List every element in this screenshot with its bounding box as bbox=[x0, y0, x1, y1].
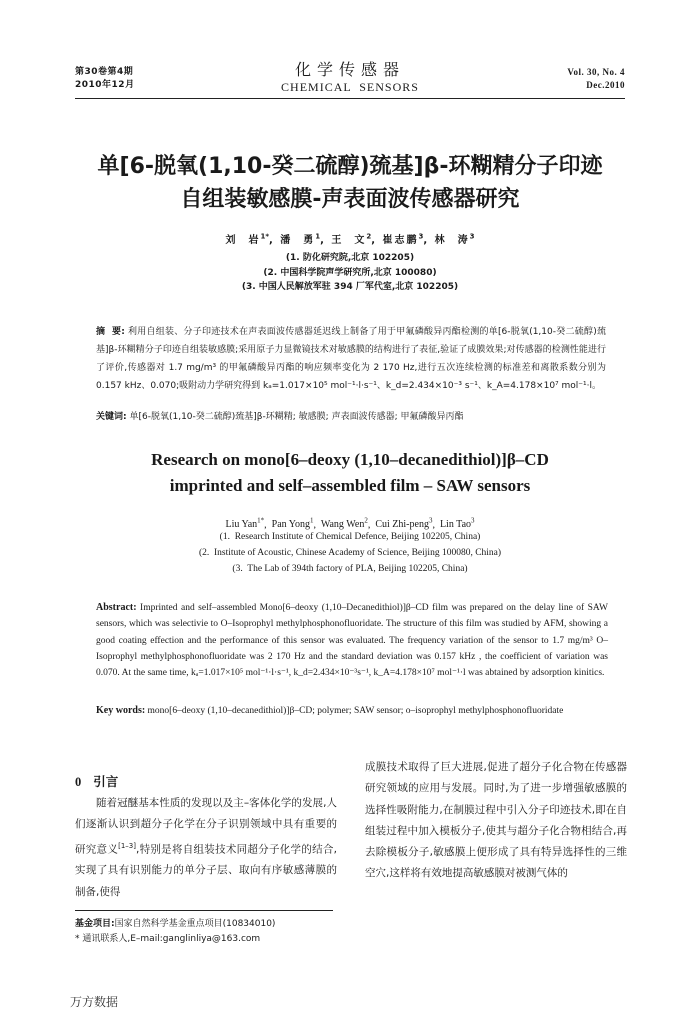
abstract-cn-text: 利用自组装、分子印迹技术在声表面波传感器延迟线上制备了用于甲氟磷酸异丙酯检测的单[6-脱氧(1,10-癸二硫醇)巯基]β-环糊精分子印迹自组装敏感膜;采用原子力显微镜技术对敏感膜的结构进行了表征,验证了成膜效果;对传感器的检测性能进行了评价,传感器对 1.7 mg/m³ 的甲氟磷酸异丙酯的响应频率变化为 2 170 Hz,进行五次连续检测的标准差和离散系数分别为 0.157 kHz、0.070;吸附动力学研究得到 kₐ=1.017×10⁵ mol⁻¹·l·s⁻¹、k_d=2.434×10⁻³ s⁻¹、k_A=4.178×10⁷ mol⁻¹·l。 bbox=[96, 327, 607, 391]
body-column-right bbox=[365, 757, 627, 885]
author-en: Wang Wen$^2$ bbox=[320, 517, 368, 531]
title-en-line-1: Research on mono[6–deoxy (1,10–decanedithiol)]β–CD bbox=[151, 450, 549, 469]
title-cn-line-2: 自组装敏感膜-声表面波传感器研究 bbox=[180, 187, 520, 212]
volume-en: Vol. 30, No. 4 bbox=[567, 67, 625, 77]
paragraph: 随着冠醚基本性质的发现以及主–客体化学的发展,人们逐渐认识到超分子化学在分子识别领域中具有重要的研究意义[1–3],特别是将自组装技术同超分子化学的结合,实现了具有识别能力的单分子层、取向有序敏感薄膜的制备,使得 bbox=[75, 797, 337, 898]
author-en: Lin Tao$^3$ bbox=[439, 517, 475, 531]
wanfang-watermark: 万方数据 bbox=[70, 995, 119, 1009]
author-cn: 潘 勇$^1$ bbox=[280, 232, 321, 246]
keywords-cn bbox=[96, 410, 606, 424]
title-cn-line-1: 单[6-脱氧(1,10-癸二硫醇)巯基]β-环糊精分子印迹 bbox=[97, 154, 603, 179]
affiliations-cn bbox=[60, 251, 640, 295]
author-cn: 王 文$^2$ bbox=[331, 232, 372, 246]
abstract-cn-label: 摘 要: bbox=[96, 327, 125, 337]
affiliation-en: (1. Research Institute of Chemical Defence, Beijing 102205, China) bbox=[219, 532, 481, 542]
affiliations-en bbox=[60, 529, 640, 577]
author-cn: 刘 岩$^{1*}$ bbox=[225, 232, 269, 246]
journal-name-en: CHEMICAL SENSORS bbox=[281, 80, 419, 94]
section-title: 引言 bbox=[93, 774, 119, 789]
affiliation-cn: (1. 防化研究院,北京 102205) bbox=[285, 253, 415, 263]
section-heading-introduction bbox=[75, 772, 118, 790]
date-cn: 2010年12月 bbox=[75, 80, 135, 90]
issue-info-cn bbox=[75, 66, 135, 92]
author-cn: 崔志鹏$^3$ bbox=[382, 232, 424, 246]
footnote-divider bbox=[75, 910, 333, 911]
keywords-en-text: mono[6–deoxy (1,10–decanedithiol)]β–CD; polymer; SAW sensor; o–isoprophyl methylphosphonofluoridate bbox=[147, 706, 564, 716]
author-en: Liu Yan$^{1*}$ bbox=[225, 517, 265, 531]
paragraph: 成膜技术取得了巨大进展,促进了超分子化合物在传感器研究领域的应用与发展。同时,为了进一步增强敏感膜的选择性吸附能力,在制膜过程中引入分子印迹技术,即在自组装过程中加入模板分子,使其与超分子化合物相结合,再去除模板分子,敏感膜上便形成了具有特异选择性的三维空穴,这样将有效地提高敏感膜对被测气体的 bbox=[365, 761, 627, 880]
author-cn: 林 涛$^3$ bbox=[434, 232, 475, 246]
author-en: Pan Yong$^1$ bbox=[271, 517, 314, 531]
abstract-cn bbox=[96, 323, 606, 395]
header-divider bbox=[75, 98, 625, 99]
body-column-left bbox=[75, 793, 337, 903]
author-list-cn: 刘 岩$^{1*}$, 潘 勇$^1$, 王 文$^2$, 崔志鹏$^3$, 林 涛$^3$ bbox=[225, 232, 475, 246]
keywords-cn-text: 单[6-脱氧(1,10-癸二硫醇)巯基]β-环糊精; 敏感膜; 声表面波传感器; 甲氟磷酸异丙酯 bbox=[129, 412, 464, 422]
abstract-en-text: Imprinted and self–assembled Mono[6–deoxy (1,10–Decanedithiol)]β–CD film was prepared on the delay line of SAW sensors, which was selectivie to O–Isoprophyl methylphosphonofluoridate. The structure of this film was studied by AFM, showing a good coating effection and the performance of this sensor was evaluated. The frequency variation of the sensor to 1.7 mg/m³ O–Isoprophyl methylphosphonofluoridate was 2 170 Hz and the standard deviation was 0.157 kHz , the coefficient of variation was 0.070. At the same time, kₐ=1.017×10⁵ mol⁻¹·l·s⁻¹, k_d=2.434×10⁻³s⁻¹, k_A=4.178×10⁷ mol⁻¹·l was abtained by adsorption kinitics. bbox=[96, 603, 609, 679]
paper-title-en bbox=[60, 447, 640, 499]
author-list-en: Liu Yan$^{1*}$, Pan Yong$^1$, Wang Wen$^2$, Cui Zhi-peng$^3$, Lin Tao$^3$ bbox=[225, 517, 475, 531]
footnotes bbox=[75, 917, 275, 947]
keywords-en-label: Key words: bbox=[96, 705, 146, 716]
issue-info-en bbox=[567, 66, 625, 92]
affiliation-en: (2. Institute of Acoustic, Chinese Academy of Science, Beijing 100080, China) bbox=[198, 548, 502, 558]
keywords-cn-label: 关键词: bbox=[96, 412, 127, 422]
journal-name-cn: 化学传感器 bbox=[294, 60, 405, 79]
abstract-en bbox=[96, 600, 608, 681]
citation-ref[interactable]: [1–3] bbox=[118, 841, 136, 850]
date-en: Dec.2010 bbox=[586, 80, 625, 90]
abstract-en-label: Abstract: bbox=[96, 602, 137, 613]
section-number: 0 bbox=[75, 775, 82, 789]
title-en-line-2: imprinted and self–assembled film – SAW sensors bbox=[169, 476, 531, 495]
contact-footnote: * 通讯联系人,E–mail:ganglinliya@163.com bbox=[75, 934, 261, 944]
journal-name bbox=[200, 60, 500, 94]
keywords-en bbox=[96, 703, 608, 719]
fund-footnote: 基金项目:国家自然科学基金重点项目(10834010) bbox=[75, 919, 276, 929]
affiliation-cn: (3. 中国人民解放军驻 394 厂军代室,北京 102205) bbox=[241, 282, 459, 292]
author-en: Cui Zhi-peng$^3$ bbox=[375, 517, 433, 531]
volume-cn: 第30卷第4期 bbox=[75, 67, 134, 77]
affiliation-cn: (2. 中国科学院声学研究所,北京 100080) bbox=[263, 267, 437, 278]
affiliation-en: (3. The Lab of 394th factory of PLA, Beijing 102205, China) bbox=[232, 564, 468, 574]
paper-title-cn bbox=[60, 150, 640, 216]
